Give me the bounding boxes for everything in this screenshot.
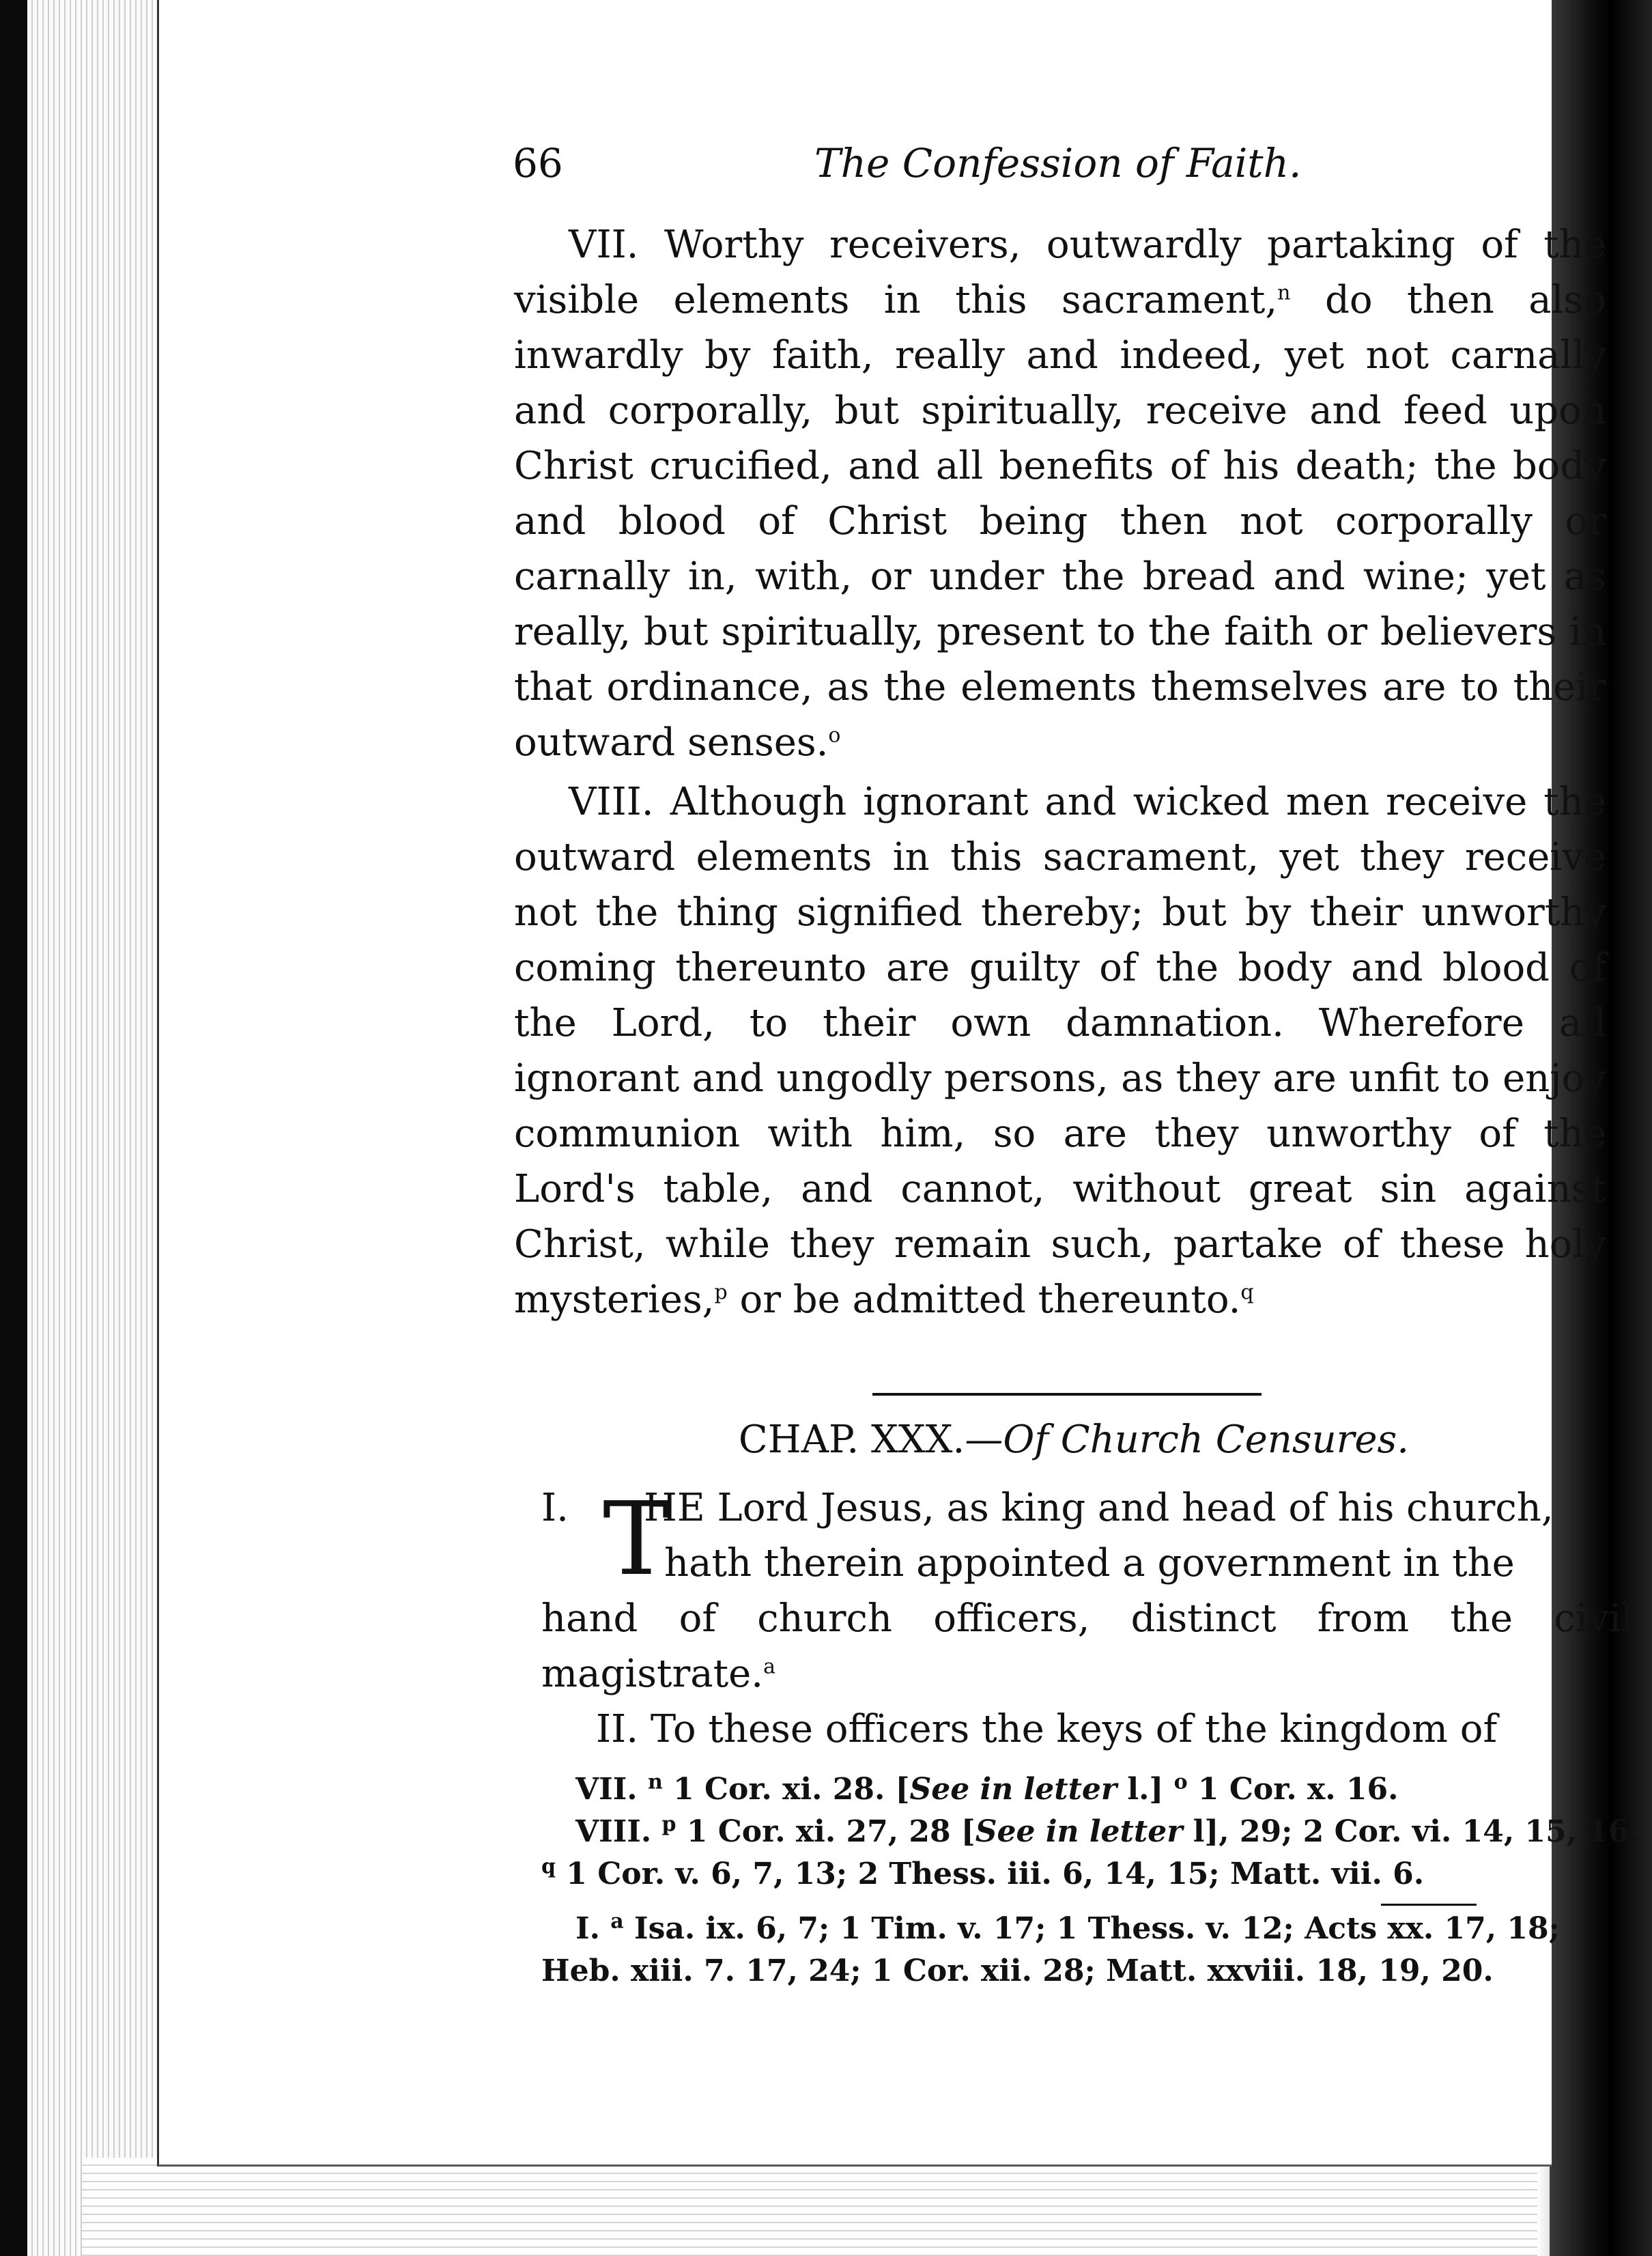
footnote-text: l], 29; 2 Cor. vi. 14, 15, 16. — [1182, 1814, 1640, 1849]
scan-border-left — [0, 0, 27, 2256]
footnote-text: 1 Cor. xi. 28. [ — [662, 1772, 910, 1807]
running-head — [500, 140, 1606, 195]
footnote-text: Isa. ix. 6, 7; 1 Tim. v. 17; 1 Thess. v. 12; Acts xx. 17, 18; — [623, 1911, 1560, 1946]
chapter-section-ii — [541, 1702, 1634, 1757]
footnote-italic: See in letter — [975, 1814, 1183, 1849]
footnote-line — [541, 1811, 1652, 1853]
section-viii-number: VIII. — [569, 780, 654, 824]
footnote-ref-n: n — [1277, 281, 1291, 305]
footnote-line — [541, 1853, 1652, 1895]
chapter-body — [541, 1480, 1634, 1757]
chapter-section-i-number: I. — [541, 1486, 569, 1530]
footnote-marker: p — [661, 1812, 677, 1837]
footnote-text: l.] — [1117, 1772, 1174, 1807]
footnote-text: Heb. xiii. 7. 17, 24; 1 Cor. xii. 28; Matt. xxviii. 18, 19, 20. — [541, 1954, 1494, 1988]
footnote-line — [541, 1768, 1652, 1811]
footnote-marker: q — [541, 1855, 556, 1879]
footnote-label: I. — [575, 1911, 611, 1946]
chapter-section-i-line-2-text: hath therein appointed a government in the — [664, 1541, 1515, 1585]
page-number: 66 — [513, 140, 563, 186]
footnote-line — [541, 1908, 1652, 1950]
chapter-section-i-line-2 — [541, 1536, 1634, 1591]
footnote-italic: See in letter — [909, 1772, 1117, 1807]
footnote-text: 1 Cor. x. 16. — [1187, 1772, 1399, 1807]
footnote-marker: a — [610, 1909, 624, 1934]
section-vii-text-2: do then also inwardly by faith, really and indeed, yet not carnally and corporally, but spiritually, receive and feed upon Christ crucified, and all benefits of his death; the body and blood of Christ being then not corporally or carnally in, with, or under the bread and wine; yet as really, but spiritually, present to the faith or believers in that ordinance, as the elements themselves are to their outward senses. — [514, 278, 1606, 765]
footnote-ref-p: p — [714, 1280, 728, 1305]
footnote-text: 1 Cor. v. 6, 7, 13; 2 Thess. iii. 6, 14, 15; Matt. vii. 6. — [555, 1857, 1425, 1891]
running-title: The Confession of Faith. — [814, 140, 1302, 186]
footnote-ref-o: o — [828, 723, 841, 748]
chapter-section-ii-number: II. — [596, 1707, 639, 1751]
stacked-page-edges — [27, 0, 164, 2256]
body-text — [514, 217, 1606, 1327]
chapter-section-i-rest-text: hand of church officers, distinct from the civil magistrate. — [541, 1596, 1634, 1696]
footnote-divider-rule — [1381, 1904, 1477, 1906]
section-divider-rule — [872, 1393, 1262, 1396]
footnote-ref-a: a — [763, 1654, 775, 1679]
section-viii — [514, 774, 1606, 1327]
section-vii-text-1: Worthy receivers, outwardly partaking of the visible elements in this sacrament, — [514, 223, 1606, 322]
chapter-section-i-rest — [541, 1591, 1634, 1702]
footnote-label: VII. — [575, 1772, 648, 1807]
footnote-label: VIII. — [575, 1814, 662, 1849]
chapter-section-ii-text: To these officers the keys of the kingdom of — [650, 1707, 1498, 1751]
footnote-ref-q: q — [1240, 1280, 1254, 1305]
chapter-label: CHAP. XXX. — [738, 1418, 965, 1462]
drop-cap: T — [603, 1480, 670, 1598]
section-viii-text-1: Although ignorant and wicked men receive the outward elements in this sacrament, yet they receive not the thing signified thereby; but by their unworthy coming thereunto are guilty of the body and blood of the Lord, to their own damnation. Wherefore all ignorant and ungodly persons, as they are unfit to enjoy communion with him, so are they unworthy of the Lord's table, and cannot, without great sin against Christ, while they remain such, partake of these holy mysteries, — [514, 780, 1606, 1322]
footnote-marker: n — [647, 1770, 663, 1794]
chapter-subtitle: —Of Church Censures. — [965, 1418, 1410, 1462]
section-vii — [514, 217, 1606, 770]
chapter-section-i-line-1-text: HE Lord Jesus, as king and head of his church, — [644, 1486, 1554, 1530]
footnote-text: 1 Cor. xi. 27, 28 [ — [676, 1814, 975, 1849]
footnote-marker: o — [1173, 1770, 1188, 1794]
stacked-page-edges-bottom — [82, 2158, 1570, 2256]
chapter-section-i-line-1 — [541, 1480, 1634, 1536]
chapter-heading — [500, 1418, 1606, 1462]
section-viii-text-2: or be admitted thereunto. — [727, 1278, 1241, 1322]
book-page — [157, 0, 1640, 2167]
footnotes — [541, 1768, 1652, 1992]
footnote-line — [541, 1950, 1652, 1992]
section-vii-number: VII. — [569, 223, 639, 267]
